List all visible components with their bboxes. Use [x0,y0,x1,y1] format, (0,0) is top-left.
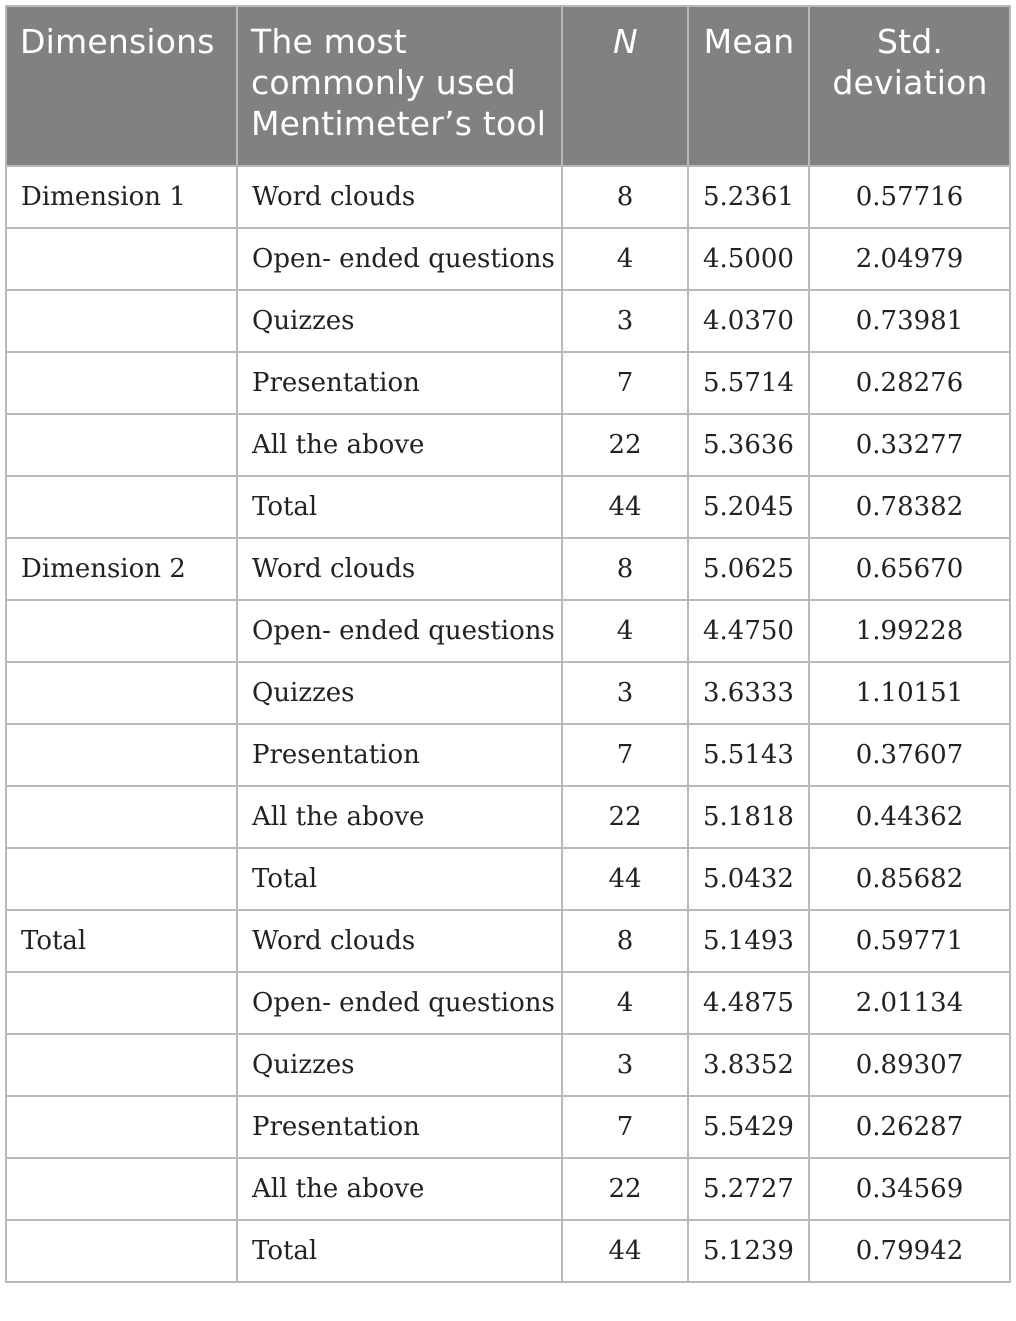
mean-cell: 5.5429 [688,1096,809,1158]
table-row [6,476,1010,538]
n-cell: 44 [562,1220,688,1282]
header-n: N [562,6,688,166]
header-std-deviation: Std. deviation [809,6,1010,166]
table-row [6,972,1010,1034]
dimension-cell [6,290,237,352]
dimension-cell [6,1096,237,1158]
tool-cell: Quizzes [237,1034,562,1096]
std-deviation-cell: 0.28276 [809,352,1010,414]
header-tool: The most commonly used Mentimeter’s tool [237,6,562,166]
table-row [6,414,1010,476]
dimension-cell [6,476,237,538]
n-cell: 7 [562,1096,688,1158]
mean-cell: 5.1818 [688,786,809,848]
mean-cell: 4.4750 [688,600,809,662]
table-row [6,352,1010,414]
dimension-cell: Dimension 2 [6,538,237,600]
mean-cell: 3.8352 [688,1034,809,1096]
tool-cell: Presentation [237,724,562,786]
tool-cell: Word clouds [237,538,562,600]
n-cell: 7 [562,724,688,786]
n-cell: 8 [562,910,688,972]
n-cell: 44 [562,848,688,910]
n-cell: 3 [562,290,688,352]
std-deviation-cell: 2.01134 [809,972,1010,1034]
tool-cell: Open- ended questions [237,228,562,290]
n-cell: 4 [562,228,688,290]
dimension-cell: Total [6,910,237,972]
tool-cell: Quizzes [237,290,562,352]
mean-cell: 5.0625 [688,538,809,600]
table-row [6,724,1010,786]
dimension-cell [6,1220,237,1282]
dimension-cell [6,848,237,910]
n-cell: 22 [562,414,688,476]
n-cell: 4 [562,972,688,1034]
header-mean: Mean [688,6,809,166]
tool-cell: Presentation [237,1096,562,1158]
std-deviation-cell: 1.99228 [809,600,1010,662]
dimension-cell [6,352,237,414]
mean-cell: 5.1239 [688,1220,809,1282]
std-deviation-cell: 0.78382 [809,476,1010,538]
table-row [6,1034,1010,1096]
std-deviation-cell: 0.89307 [809,1034,1010,1096]
std-deviation-cell: 0.33277 [809,414,1010,476]
std-deviation-cell: 0.73981 [809,290,1010,352]
tool-cell: Total [237,848,562,910]
header-dimensions: Dimensions [6,6,237,166]
tool-cell: Open- ended questions [237,600,562,662]
mean-cell: 4.5000 [688,228,809,290]
dimension-cell [6,724,237,786]
std-deviation-cell: 0.34569 [809,1158,1010,1220]
dimension-cell [6,786,237,848]
table-body [6,166,1010,1282]
std-deviation-cell: 2.04979 [809,228,1010,290]
tool-cell: Total [237,1220,562,1282]
n-cell: 22 [562,786,688,848]
tool-cell: Quizzes [237,662,562,724]
mean-cell: 5.2727 [688,1158,809,1220]
std-deviation-cell: 0.37607 [809,724,1010,786]
tool-cell: Word clouds [237,166,562,228]
n-cell: 8 [562,538,688,600]
n-cell: 22 [562,1158,688,1220]
tool-cell: All the above [237,414,562,476]
table-row [6,538,1010,600]
table-row [6,166,1010,228]
mean-cell: 5.3636 [688,414,809,476]
table-row [6,290,1010,352]
std-deviation-cell: 0.65670 [809,538,1010,600]
table-row [6,848,1010,910]
mean-cell: 5.5143 [688,724,809,786]
std-deviation-cell: 0.57716 [809,166,1010,228]
tool-cell: All the above [237,1158,562,1220]
n-cell: 8 [562,166,688,228]
table-row [6,1220,1010,1282]
dimension-cell [6,1034,237,1096]
tool-cell: Word clouds [237,910,562,972]
dimension-cell [6,228,237,290]
std-deviation-cell: 0.59771 [809,910,1010,972]
tool-cell: Presentation [237,352,562,414]
descriptive-statistics-table [5,5,1011,1283]
mean-cell: 4.4875 [688,972,809,1034]
mean-cell: 4.0370 [688,290,809,352]
std-deviation-cell: 0.79942 [809,1220,1010,1282]
mean-cell: 5.5714 [688,352,809,414]
n-cell: 3 [562,1034,688,1096]
n-cell: 3 [562,662,688,724]
mean-cell: 5.1493 [688,910,809,972]
std-deviation-cell: 0.85682 [809,848,1010,910]
table-row [6,786,1010,848]
table-row [6,228,1010,290]
header-row [6,6,1010,166]
dimension-cell [6,414,237,476]
std-deviation-cell: 0.26287 [809,1096,1010,1158]
mean-cell: 3.6333 [688,662,809,724]
dimension-cell [6,972,237,1034]
tool-cell: All the above [237,786,562,848]
mean-cell: 5.2361 [688,166,809,228]
table-row [6,662,1010,724]
tool-cell: Open- ended questions [237,972,562,1034]
std-deviation-cell: 1.10151 [809,662,1010,724]
n-cell: 7 [562,352,688,414]
dimension-cell [6,600,237,662]
table-row [6,1158,1010,1220]
dimension-cell [6,1158,237,1220]
table-row [6,910,1010,972]
mean-cell: 5.2045 [688,476,809,538]
tool-cell: Total [237,476,562,538]
mean-cell: 5.0432 [688,848,809,910]
table-row [6,1096,1010,1158]
table-row [6,600,1010,662]
dimension-cell [6,662,237,724]
dimension-cell: Dimension 1 [6,166,237,228]
std-deviation-cell: 0.44362 [809,786,1010,848]
n-cell: 4 [562,600,688,662]
n-cell: 44 [562,476,688,538]
